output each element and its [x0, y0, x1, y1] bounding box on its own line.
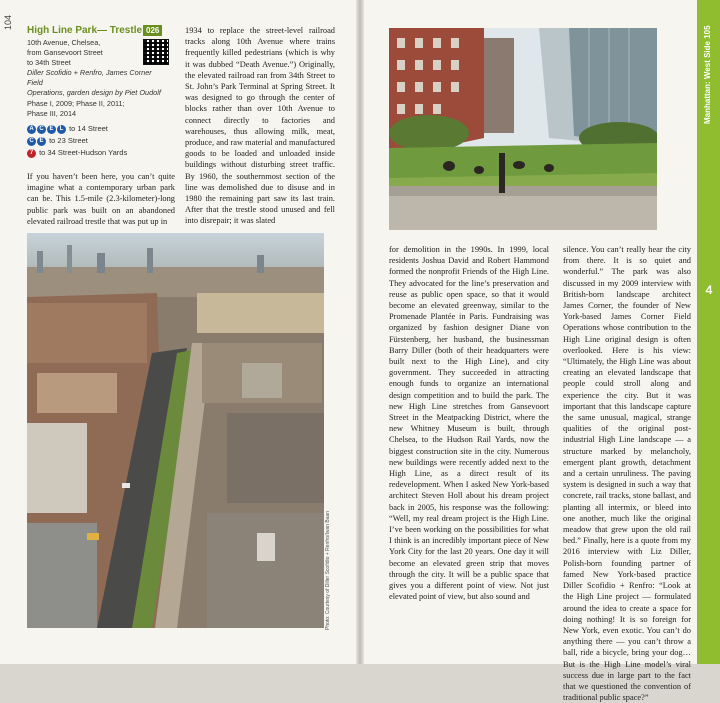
subway-item	[27, 147, 177, 159]
address-line: to 34th Street	[27, 58, 71, 68]
section-tab-label	[703, 25, 712, 124]
subway-line-icon: E	[47, 125, 56, 134]
phases-line: Phase I, 2009; Phase II, 2011;	[27, 98, 125, 108]
body-column-right-1: for demolition in the 1990s. In 1999, local residents Joshua David and Robert Hammond formed the nonprofit Friends of the High Line. They advocated for the line’s preservation and reuse as public open space, so that it would become an elevated greenway, similar to the Promenade Plantée in Paris. Fundraising was organized by fashion designer Diane von Fürstenberg, her husband, the businessman Barry Diller (both of their headquarters were built next to the High Line), and city government. They succeeded in attracting enough funds to organize an international design competition and to build the park. The new High Line stretches from Gansevoort Street in the Meatpacking District, where the new Whitney Museum is built, through Chelsea, to the Hudson Rail Yards, now the biggest construction site in the city. Numerous new buildings were recently added next to the High Line, as a direct result of its redevelopment. When I asked New York-based architect Steven Holl about his dream project back in 2005, his response was the following: “Well, my real dream project is the High Line. I’ve been working on the possibilities for what I think is an incredibly important piece of New York City for the last 20 years. One day it will become an elevated green strip that moves through the city. It will be a public space that gives you a different point of view. Not just elevated point of view, but also sound and	[389, 245, 549, 602]
subway-line-icon: E	[37, 137, 46, 146]
body-column-left-2: 1934 to replace the street-level railroad tracks along 10th Avenue where trains frequently killed pedestrians (which is why it was dubbed “Death Avenue.”) Originally, the elevated railroad ran from 34th Street to St. John’s Park Terminal at Spring Street. It was designed to go through the center of blocks rather than over 10th Avenue to connect directly to factories and warehouses, thus allowing milk, meat, produce, and raw material and manufactured goods to be loaded and unloaded inside buildings without disturbing street traffic. By 1960, the southernmost section of the line was demolished due to disuse and in 1980 the remaining part saw its last train. After that the trestle stood unused and fell into disrepair; it was slated	[185, 26, 335, 226]
subway-line-icon: A	[27, 125, 36, 134]
phases-line: Phase III, 2014	[27, 108, 77, 118]
entry-title: High Line Park— Trestle	[27, 25, 143, 36]
chapter-number: 4	[705, 283, 713, 297]
aerial-photo-high-line	[27, 233, 324, 628]
section-title: Manhattan: West Side	[703, 41, 712, 124]
subway-item	[27, 135, 177, 147]
address-line: from Gansevoort Street	[27, 48, 103, 58]
gutter	[356, 0, 364, 664]
subway-stop: to 34 Street-Hudson Yards	[39, 148, 128, 157]
subway-line-icon: C	[37, 125, 46, 134]
entry-number-badge: 026	[143, 25, 162, 36]
architects-line: Operations, garden design by Piet Oudolf	[27, 88, 161, 98]
body-column-left-1: If you haven’t been here, you can’t quite imagine what a contemporary urban park can be. This 1.5-mile (2.3-kilometer)-long public park was built on an abandoned elevated railroad trestle that was put up in	[27, 172, 175, 226]
photo-credit: Photo: Courtesy of Diller Scofidio + Renfro/Iwan Baan	[325, 510, 331, 630]
subway-line-icon: 7	[27, 149, 36, 158]
page-number-right: 105	[703, 25, 712, 39]
page-number-left: 104	[3, 14, 13, 30]
architects-line: Diller Scofidio + Renfro, James Corner Field	[27, 68, 152, 88]
subway-list	[27, 123, 177, 159]
subway-item	[27, 123, 177, 135]
photo-high-line-lawn	[389, 28, 657, 230]
entry-meta	[27, 38, 167, 119]
subway-stop: to 14 Street	[69, 124, 108, 133]
subway-stop: to 23 Street	[49, 136, 88, 145]
address-line: 10th Avenue, Chelsea,	[27, 38, 101, 47]
subway-line-icon: C	[27, 137, 36, 146]
body-column-right-2: silence. You can’t really hear the city from there. It is so quiet and wonderful.” The park was also discussed in my 2009 interview with British-born landscape architect James Corner, the founder of New York-based James Corner Field Operations whose contribution to the High Line original design is often overlooked. Here is his view: “Ultimately, the High Line was about creating an elevated landscape that people could stroll along and experience the city. But it was important that this landscape capture the same unusual, magical, strange qualities of the original post-industrial High Line landscape — a structure marked by melancholy, emergent plant growth, detachment and a certain unruliness. The paving system is designed in such a way that concrete, rail tracks, stone ballast, and planting all intermix, or bleed into one another, much like the original meadow that grew upon the old rail bed.” Finally, here is a quote from my 2016 interview with Liz Diller, Polish-born founding partner of famed New York-based practice Diller Scofidio + Renfro: “Look at the High Line project — formulated around the idea to create a space for doing nothing! It is so foreign for New York, even exotic. You can’t do anything there — you can’t throw a ball, ride a bicycle, bring your dog… But is the High Line model’s viral success due in large part to the fact that we questioned the convention of traditional public space?”	[563, 245, 691, 703]
subway-line-icon: L	[57, 125, 66, 134]
